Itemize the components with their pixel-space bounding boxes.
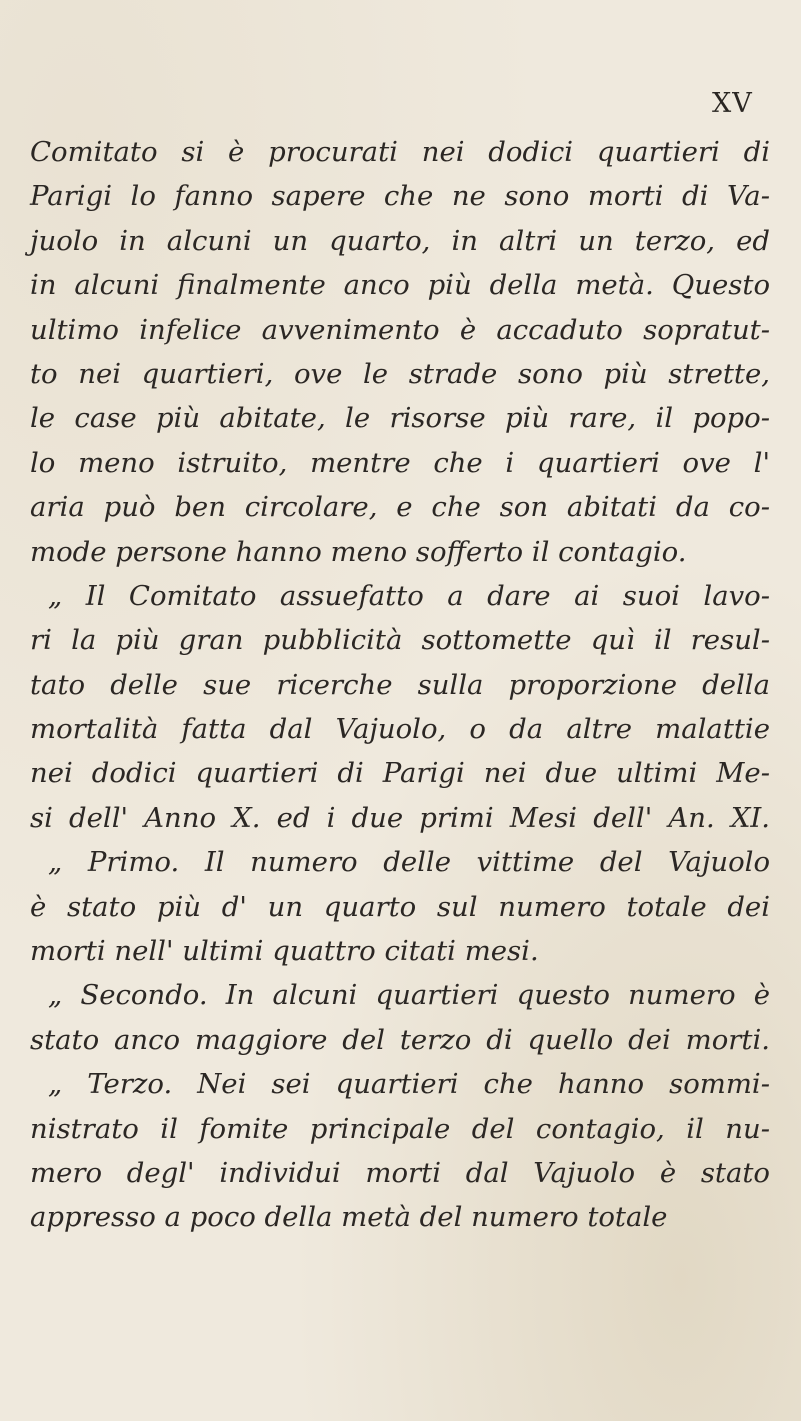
text-line: „ Secondo. In alcuni quartieri questo numero è: [48, 979, 770, 1012]
text-line: in alcuni finalmente anco più della metà. Questo: [30, 269, 770, 302]
text-line: juolo in alcuni un quarto, in altri un terzo, ed: [30, 224, 770, 257]
text-line: morti nell' ultimi quattro citati mesi.: [30, 935, 539, 968]
text-line: to nei quartieri, ove le strade sono più strette,: [30, 357, 770, 390]
text-line: mode persone hanno meno sofferto il contagio.: [30, 535, 687, 568]
text-line: le case più abitate, le risorse più rare, il popo-: [30, 402, 770, 435]
text-line: lo meno istruito, mentre che i quartieri ove l': [30, 446, 770, 479]
text-line: „ Terzo. Nei sei quartieri che hanno sommi-: [48, 1068, 770, 1101]
page-number: XV: [712, 88, 753, 119]
text-line: „ Il Comitato assuefatto a dare ai suoi lavo-: [48, 579, 770, 612]
text-line: aria può ben circolare, e che son abitati da co-: [30, 491, 770, 524]
text-line: mortalità fatta dal Vajuolo, o da altre malattie: [30, 713, 770, 746]
text-line: nistrato il fomite principale del contagio, il nu-: [30, 1112, 770, 1145]
text-line: si dell' Anno X. ed i due primi Mesi dell' An. XI.: [30, 801, 770, 834]
text-line: nei dodici quartieri di Parigi nei due ultimi Me-: [30, 757, 770, 790]
text-line: mero degl' individui morti dal Vajuolo è stato: [30, 1156, 770, 1189]
text-line: ultimo infelice avvenimento è accaduto sopratut-: [30, 313, 770, 346]
page-text: [30, 130, 770, 1240]
text-line: tato delle sue ricerche sulla proporzione della: [30, 668, 770, 701]
text-line: Comitato si è procurati nei dodici quartieri di: [30, 136, 770, 168]
text-line: ri la più gran pubblicità sottomette quì il resul-: [30, 624, 770, 657]
text-line: Parigi lo fanno sapere che ne sono morti di Va-: [30, 180, 770, 213]
text-line: „ Primo. Il numero delle vittime del Vajuolo: [48, 846, 770, 879]
text-line: stato anco maggiore del terzo di quello dei morti.: [30, 1023, 770, 1056]
text-line: è stato più d' un quarto sul numero totale dei: [30, 890, 770, 923]
text-line: appresso a poco della metà del numero totale: [30, 1201, 668, 1234]
